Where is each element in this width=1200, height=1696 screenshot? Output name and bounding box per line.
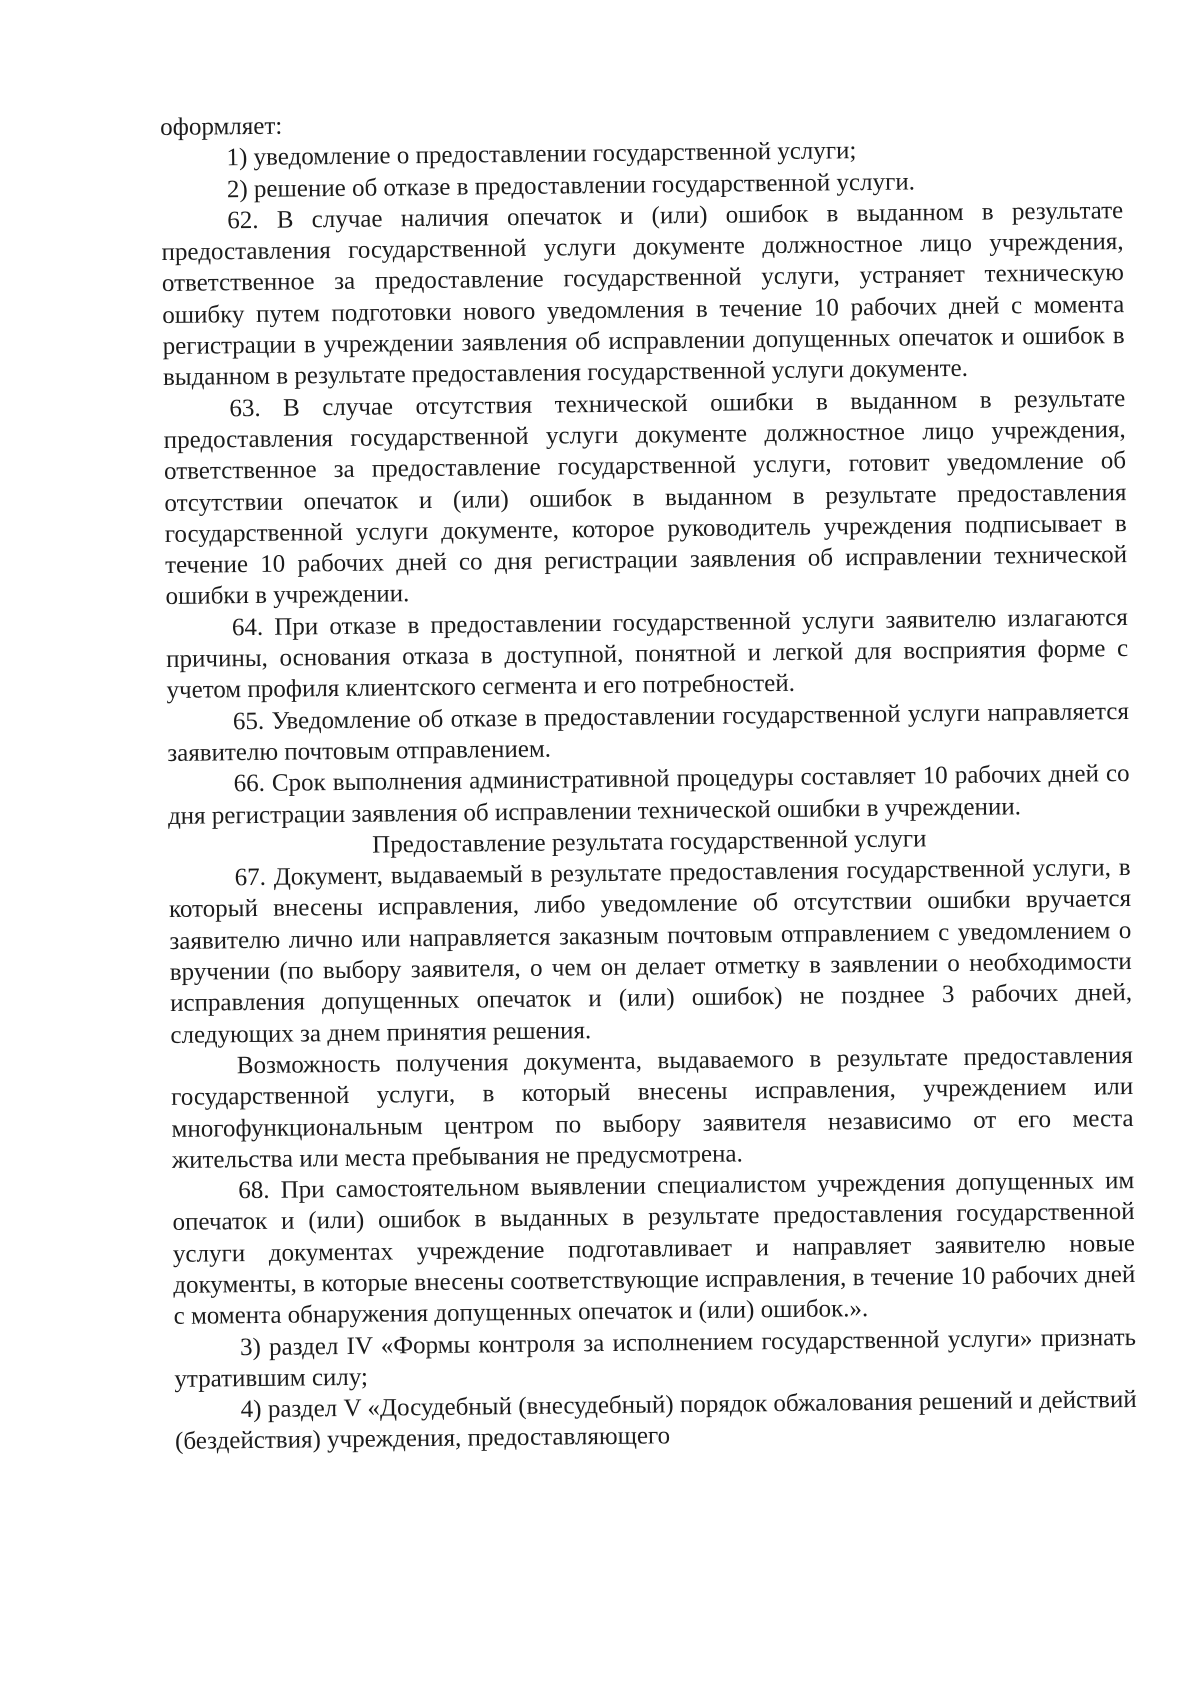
document-body — [160, 101, 1137, 1458]
list-item-2: 2) решение об отказе в предоставлении государственной услуги. — [226, 168, 916, 203]
paragraph-66: 66. Срок выполнения административной процедуры составляет 10 рабочих дней со дня регистрации заявления об исправлении технической ошибки в учреждении. — [167, 760, 1130, 830]
paragraph-63: 63. В случае отсутствия технической ошибки в выданном в результате предоставления государственной услуги документе должностное лицо учреждения, ответственное за предоставление государственной услуги, готовит уведомление об отсутствии опечаток и (или) ошибок в выданном в результате предоставления государственной услуги документе, которое руководитель учреждения подписывает в течение 10 рабочих дней со дня регистрации заявления об исправлении технической ошибки в учреждении. — [163, 384, 1128, 611]
paragraph-68: 68. При самостоятельном выявлении специалистом учреждения допущенных им опечаток и (или) ошибок в выданных в результате предоставления государственной услуги документах учреждение подготавливает и направляет заявителю новые документы, в которые внесены соответствующие исправления, в течение 10 рабочих дней с момента обнаружения допущенных опечаток и (или) ошибок.». — [172, 1167, 1136, 1331]
paragraph-intro: оформляет: — [160, 112, 283, 141]
paragraph-62: 62. В случае наличия опечаток и (или) ошибок в выданном в результате предоставления государственной услуги документе должностное лицо учреждения, ответственное за предоставление государственной услуги, устраняет техническую ошибку путем подготовки нового уведомления в течение 10 рабочих дней с момента регистрации в учреждении заявления об исправлении допущенных опечаток и ошибок в выданном в результате предоставления государственной услуги документе. — [161, 196, 1125, 392]
list-item-1: 1) уведомление о предоставлении государственной услуги; — [226, 137, 857, 172]
paragraph-64: 64. При отказе в предоставлении государственной услуги заявителю излагаются причины, основания отказа в доступной, понятной и легкой для восприятия форме с учетом профиля клиентского сегмента и его потребностей. — [166, 603, 1129, 705]
section-heading: Предоставление результата государственной услуги — [372, 825, 927, 859]
list-item-3: 3) раздел IV «Формы контроля за исполнением государственной услуги» признать утратившим силу; — [174, 1323, 1137, 1393]
paragraph-65: 65. Уведомление об отказе в предоставлении государственной услуги направляется заявителю почтовым отправлением. — [167, 697, 1130, 767]
paragraph-67: 67. Документ, выдаваемый в результате предоставления государственной услуги, в который внесены исправления, либо уведомление об отсутствии ошибки вручается заявителю лично или направляется заказным почтовым отправлением с уведомлением о вручении (по выбору заявителя, о чем он делает отметку в заявлении о необходимости исправления допущенных опечаток и (или) ошибок) не позднее 3 рабочих дней, следующих за днем принятия решения. — [168, 854, 1133, 1049]
paragraph-possibility: Возможность получения документа, выдаваемого в результате предоставления государственной услуги, в который внесены исправления, учреждением или многофункциональным центром по выбору заявителя независимо от его места жительства или места пребывания не предусмотрена. — [171, 1041, 1134, 1174]
list-item-4: 4) раздел V «Досудебный (внесудебный) порядок обжалования решений и действий (бездействия) учреждения, предоставляющего — [174, 1386, 1137, 1456]
